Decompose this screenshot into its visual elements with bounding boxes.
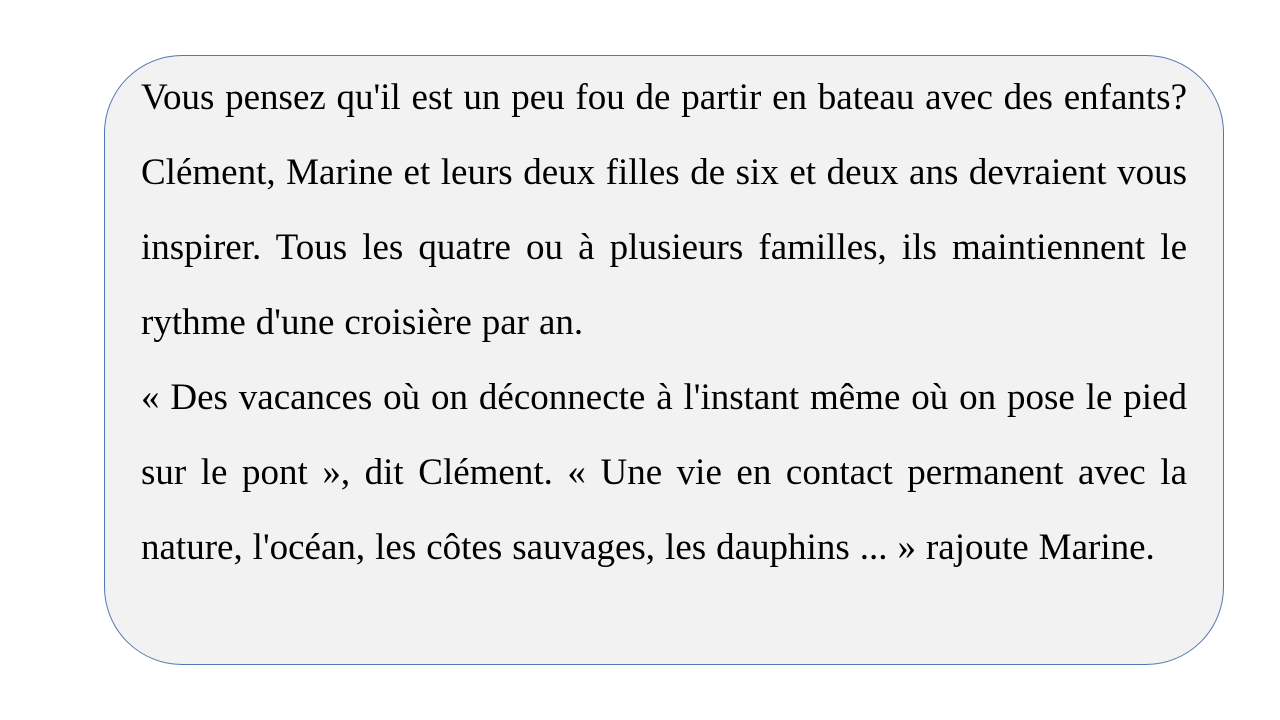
paragraph-quote: « Des vacances où on déconnecte à l'instant même où on pose le pied sur le pont », dit Clément. « Une vie en contact permanent avec la nature, l'océan, les côtes sauvages, les dauphins ... » rajoute Marine. <box>141 377 1187 568</box>
rounded-text-box <box>104 55 1224 665</box>
paragraph-intro: Vous pensez qu'il est un peu fou de partir en bateau avec des enfants? Clément, Marine et leurs deux filles de six et deux ans devraient vous inspirer. Tous les quatre ou à plusieurs familles, ils maintiennent le rythme d'une croisière par an. <box>141 77 1187 343</box>
